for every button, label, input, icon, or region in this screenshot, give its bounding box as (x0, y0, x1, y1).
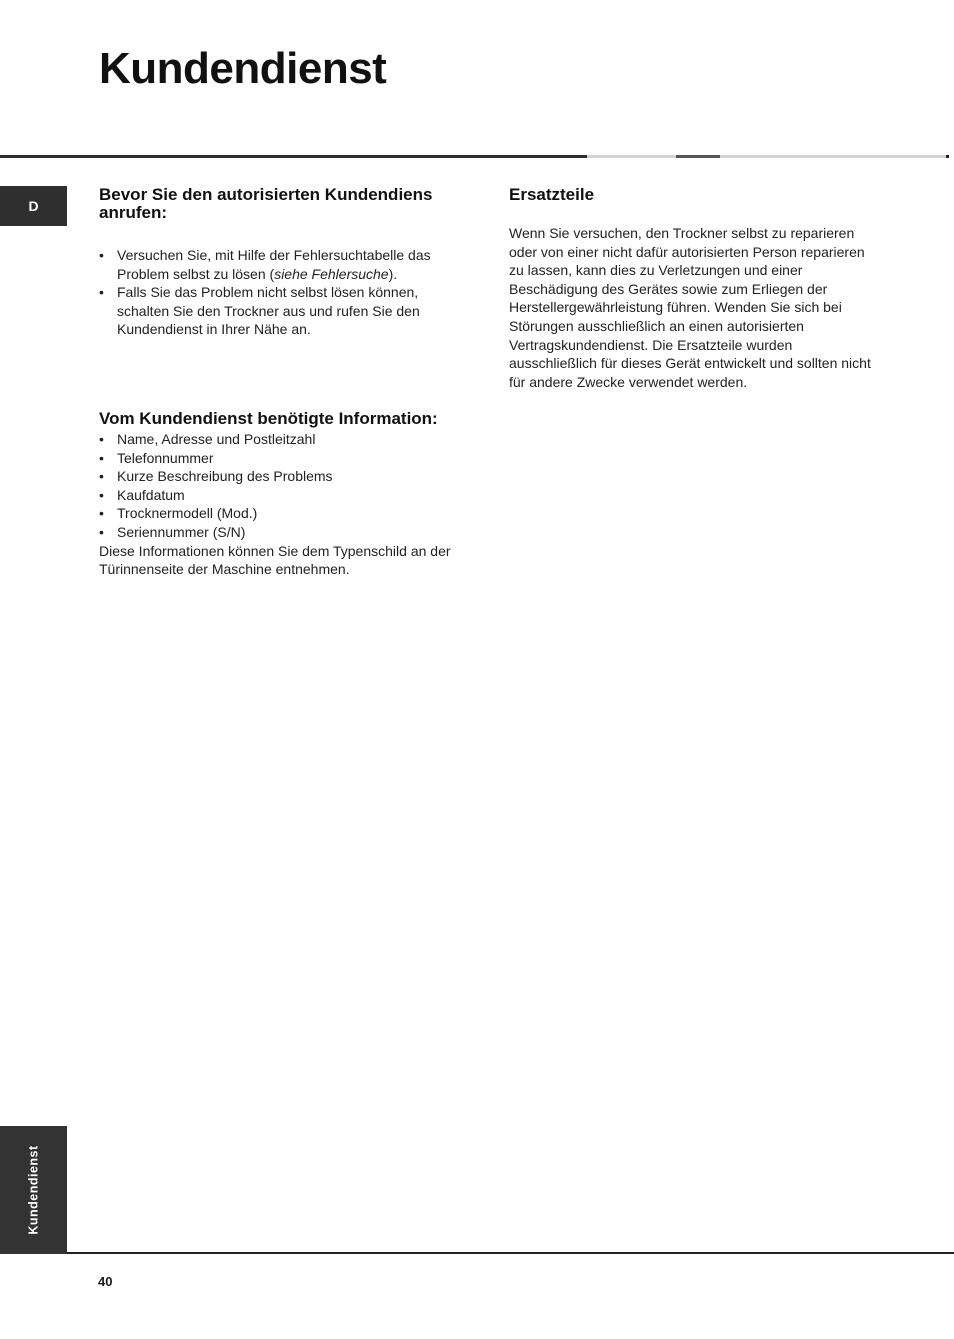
section-side-tab (0, 1126, 67, 1254)
list-item: • Kurze Beschreibung des Problems (99, 467, 469, 486)
footer-rule (67, 1252, 954, 1254)
required-info-list (99, 430, 469, 542)
list-item: • Seriennummer (S/N) (99, 523, 469, 542)
spare-parts-body: Wenn Sie versuchen, den Trockner selbst zu reparieren oder von einer nicht dafür autorisierten Person reparieren zu lassen, kann dies zu Verletzungen und einer Beschädigung des Gerätes sowie zum Erliegen der Herstellergewährleistung führen. Wenden Sie sich bei Störungen ausschließlich an einen autorisierten Vertragskundendienst. Die Ersatzteile wurden ausschließlich für dieses Gerät entwickelt und sollten nicht für andere Zwecke verwendet werden. (509, 225, 871, 390)
header-rule-dark (0, 155, 587, 158)
header-rule-light-right (720, 155, 946, 158)
header-rule-light (587, 155, 676, 158)
list-item: • Kaufdatum (99, 486, 469, 505)
section-before-calling-heading: Bevor Sie den autorisierten Kundendiens anrufen: (99, 185, 433, 222)
section-spare-parts-heading: Ersatzteile (509, 185, 595, 204)
language-tab (0, 186, 67, 226)
before-calling-list (99, 246, 469, 339)
list-item: • Falls Sie das Problem nicht selbst lösen können, schalten Sie den Trockner aus und rufen Sie den Kundendienst in Ihrer Nähe an. (99, 283, 469, 339)
list-item: • Versuchen Sie, mit Hilfe der Fehlersuchtabelle das Problem selbst zu lösen (siehe Fehlersuche). (99, 246, 469, 283)
section-required-info (99, 410, 469, 579)
page-title: Kundendienst (99, 44, 387, 93)
section-side-tab-label: Kundendienst (26, 1145, 41, 1235)
cross-reference: siehe Fehlersuche (274, 265, 389, 282)
section-before-calling (99, 186, 469, 339)
header-rule-end-mark (946, 155, 949, 158)
language-tab-label: D (28, 198, 39, 214)
section-spare-parts (509, 186, 879, 391)
list-item: • Trocknermodell (Mod.) (99, 504, 469, 523)
list-item: • Name, Adresse und Postleitzahl (99, 430, 469, 449)
page-number: 40 (98, 1274, 113, 1289)
list-item: • Telefonnummer (99, 449, 469, 468)
required-info-note: Diese Informationen können Sie dem Typenschild an der Türinnenseite der Maschine entnehmen. (99, 542, 451, 578)
header-rule-accent (676, 155, 720, 158)
section-required-info-heading: Vom Kundendienst benötigte Information: (99, 409, 438, 428)
